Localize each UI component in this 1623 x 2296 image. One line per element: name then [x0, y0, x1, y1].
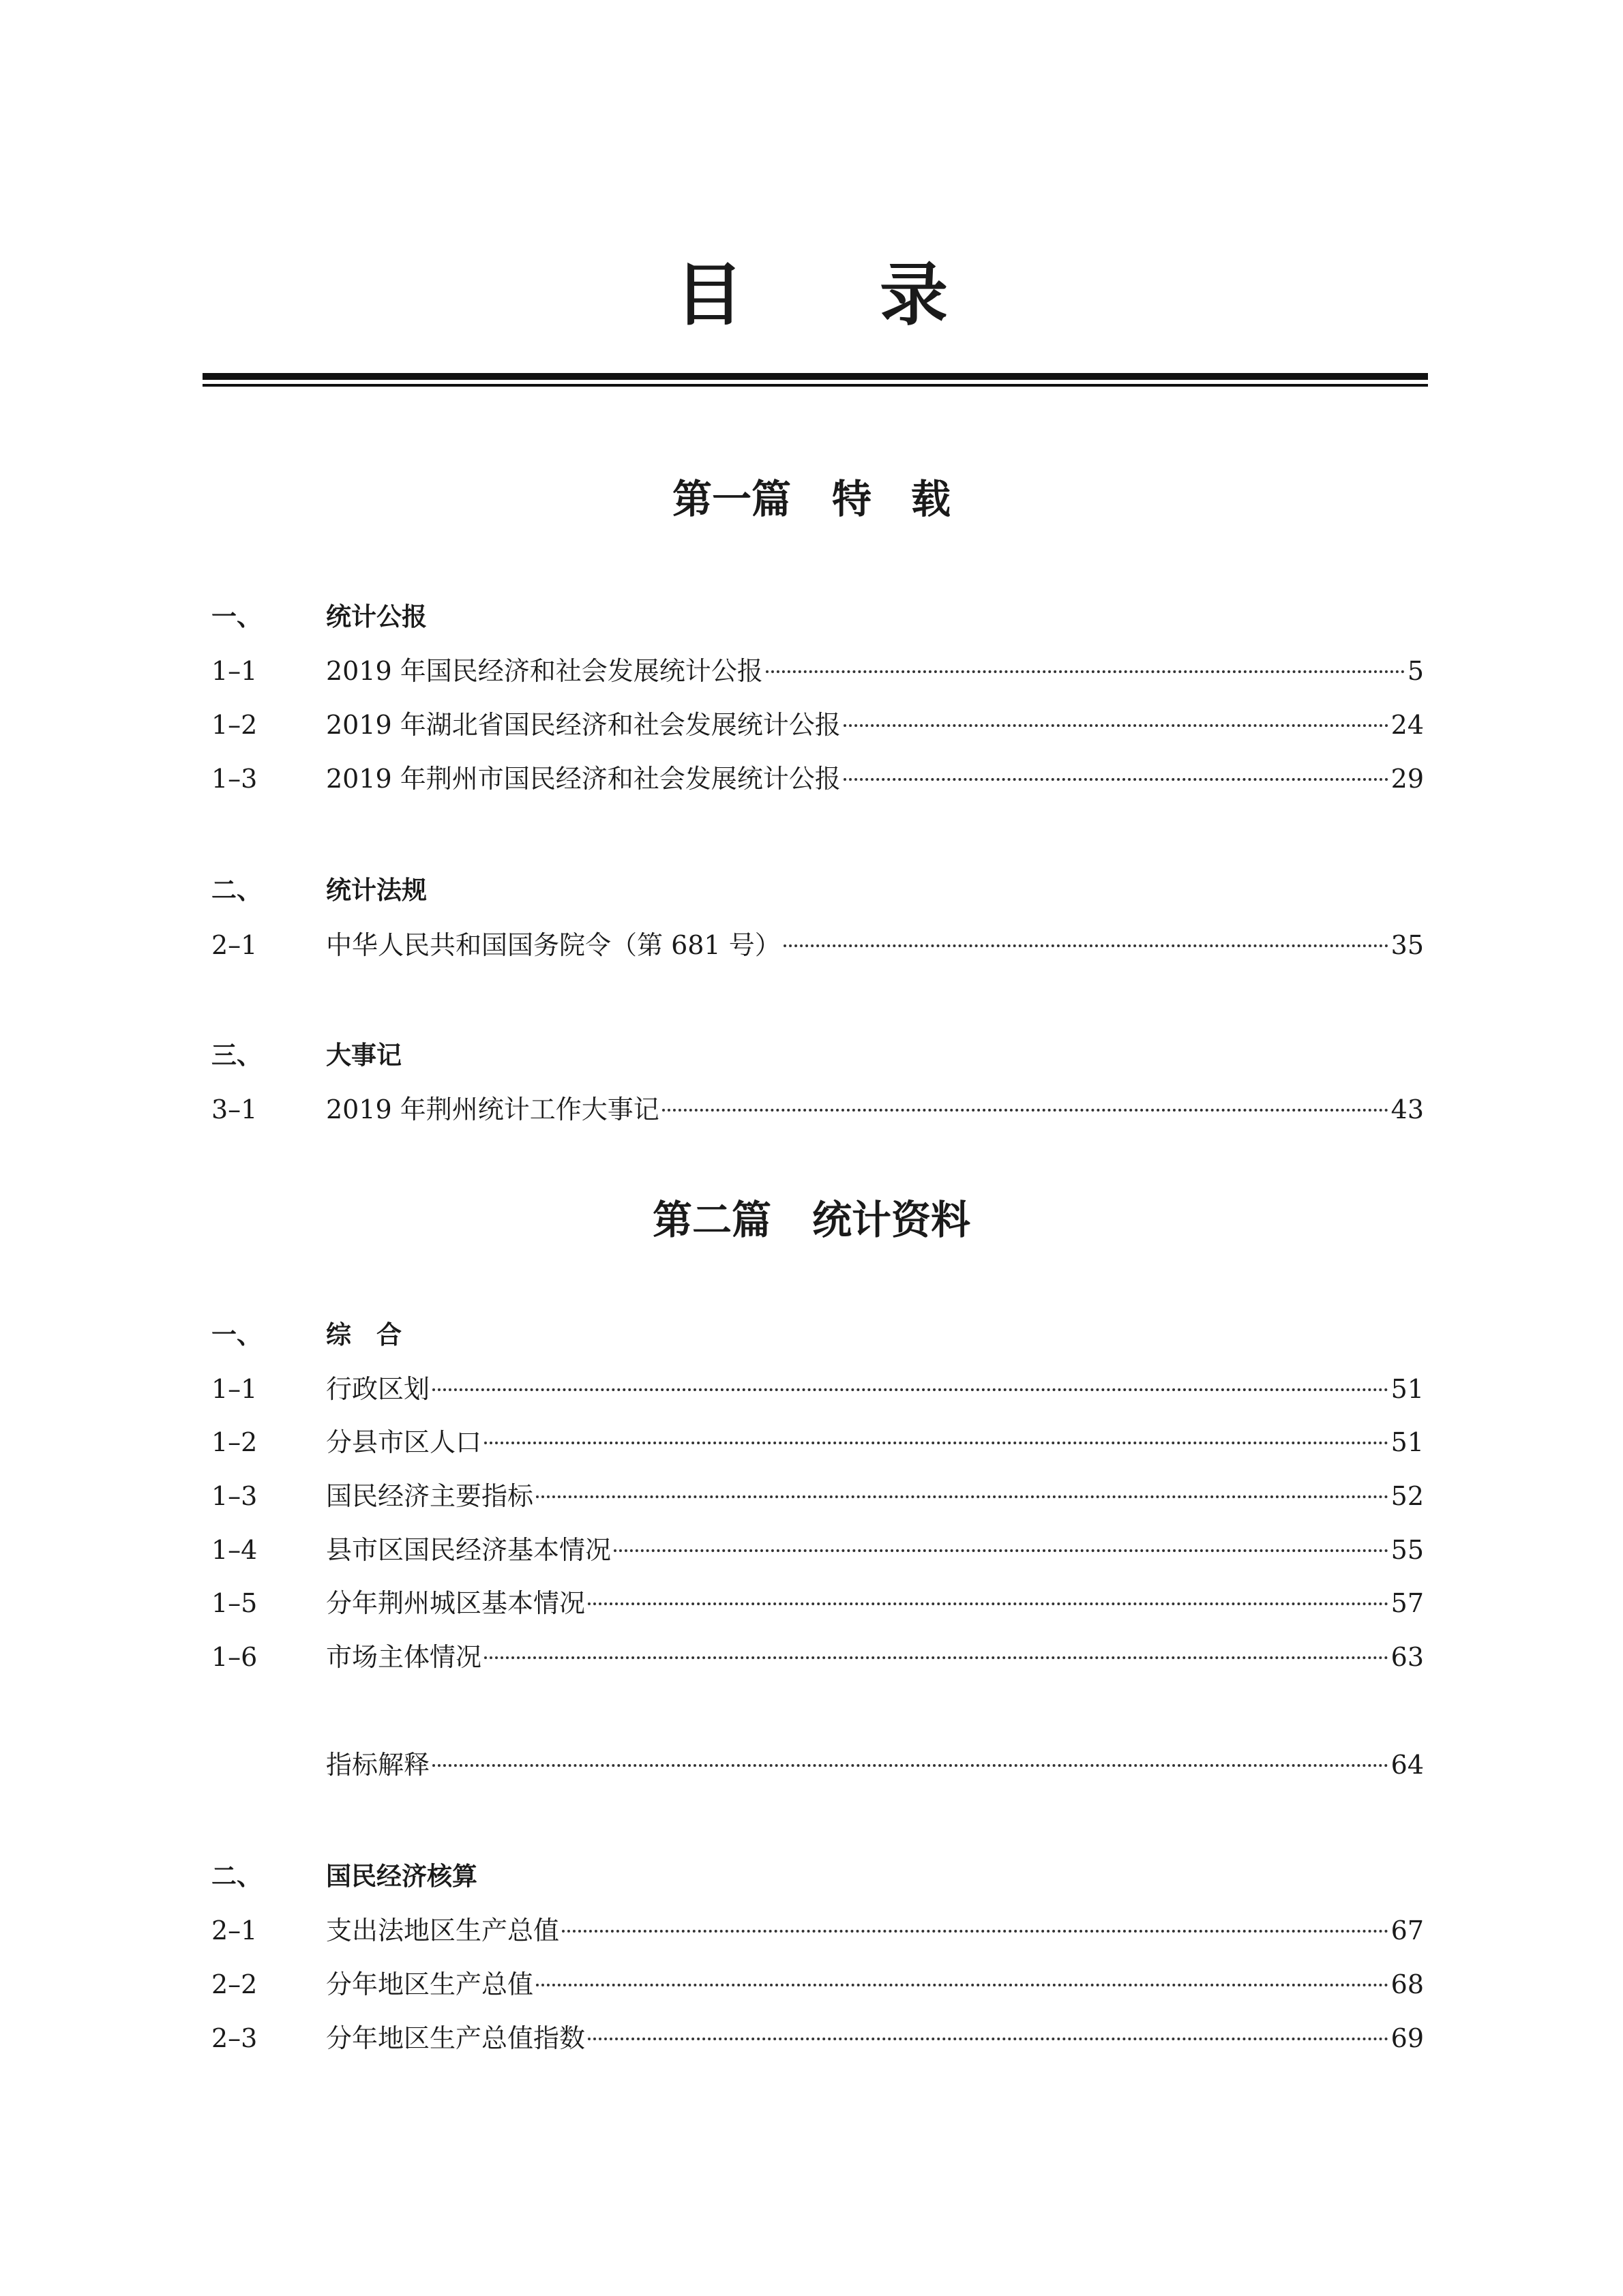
toc-entry-line — [326, 1476, 1424, 1517]
toc-entry-title: 分年地区生产总值指数 — [326, 2023, 586, 2053]
dot-leader — [432, 1388, 1388, 1391]
dot-leader — [588, 1602, 1388, 1605]
toc-entry-title: 国民经济主要指标 — [326, 1481, 534, 1511]
section-heading — [0, 1315, 1623, 1356]
section-heading — [0, 1035, 1623, 1076]
toc-entry-title: 县市区国民经济基本情况 — [326, 1535, 612, 1565]
toc-entry-page-number: 51 — [1390, 1374, 1424, 1404]
toc-entry-line — [326, 2018, 1424, 2059]
dot-leader — [614, 1549, 1388, 1552]
toc-entry-line — [326, 1744, 1424, 1785]
dot-leader — [844, 778, 1388, 781]
toc-entry-page-number: 51 — [1390, 1427, 1424, 1457]
toc-entry-page-number: 52 — [1390, 1481, 1424, 1511]
page-title-char-1: 目 — [675, 255, 743, 335]
toc-entry-line — [326, 1089, 1424, 1130]
toc-entry-page-number: 24 — [1390, 710, 1424, 740]
page-title — [0, 251, 1623, 340]
toc-entry-number: 1–2 — [211, 1427, 258, 1457]
section-title: 国民经济核算 — [326, 1862, 477, 1891]
toc-entry-number: 1–3 — [211, 764, 258, 794]
section-number: 一、 — [211, 1320, 262, 1350]
part-number: 第一篇 — [672, 476, 791, 522]
toc-entry-number: 1–5 — [211, 1588, 258, 1618]
toc-entry[interactable] — [0, 1476, 1623, 1517]
toc-entry-number: 1–2 — [211, 710, 258, 740]
toc-entry-number: 2–2 — [211, 1969, 258, 1999]
part-title: 特 载 — [832, 476, 951, 522]
toc-entry-title: 2019 年国民经济和社会发展统计公报 — [326, 656, 763, 686]
toc-entry-number: 1–3 — [211, 1481, 258, 1511]
dot-leader — [662, 1109, 1388, 1112]
toc-entry-line — [326, 1583, 1424, 1624]
toc-entry[interactable] — [0, 758, 1623, 799]
part-number: 第二篇 — [652, 1197, 771, 1243]
toc-entry-page-number: 69 — [1390, 2023, 1424, 2053]
toc-entry[interactable] — [0, 1422, 1623, 1463]
toc-entry-page-number: 55 — [1390, 1535, 1424, 1565]
dot-leader — [766, 670, 1405, 673]
toc-entry[interactable] — [0, 2018, 1623, 2059]
toc-entry-number: 1–1 — [211, 656, 258, 686]
section-number: 二、 — [211, 1862, 262, 1891]
section-number: 一、 — [211, 602, 262, 631]
part-heading — [0, 1193, 1623, 1247]
toc-entry-number: 3–1 — [211, 1094, 258, 1124]
toc-entry-title: 分年地区生产总值 — [326, 1969, 534, 1999]
toc-entry-line — [326, 651, 1424, 691]
toc-entry-line — [326, 925, 1424, 966]
toc-entry-line — [326, 704, 1424, 745]
dot-leader — [784, 944, 1388, 947]
toc-entry-page-number: 43 — [1390, 1094, 1424, 1124]
toc-entry-line — [326, 1422, 1424, 1463]
toc-entry[interactable] — [0, 651, 1623, 691]
toc-entry-title: 2019 年荆州市国民经济和社会发展统计公报 — [326, 764, 841, 794]
toc-entry-line — [326, 1530, 1424, 1570]
section-title: 大事记 — [326, 1041, 402, 1070]
toc-entry-line — [326, 1637, 1424, 1678]
toc-entry-page-number: 35 — [1390, 930, 1424, 960]
section-title: 综 合 — [326, 1320, 402, 1350]
toc-entry-number: 2–3 — [211, 2023, 258, 2053]
toc-entry[interactable] — [0, 1744, 1623, 1785]
toc-entry-number: 2–1 — [211, 1915, 258, 1945]
toc-entry-page-number: 63 — [1390, 1642, 1424, 1672]
toc-entry-title: 中华人民共和国国务院令（第 681 号） — [326, 930, 781, 960]
dot-leader — [536, 1984, 1388, 1986]
toc-entry-title: 指标解释 — [326, 1750, 430, 1780]
part-title: 统计资料 — [812, 1197, 971, 1243]
toc-entry-line — [326, 1964, 1424, 2005]
toc-entry[interactable] — [0, 1637, 1623, 1678]
toc-entry-title: 2019 年荆州统计工作大事记 — [326, 1094, 659, 1124]
page-title-char-2: 录 — [880, 255, 948, 335]
toc-entry-title: 支出法地区生产总值 — [326, 1915, 560, 1945]
toc-entry-page-number: 29 — [1390, 764, 1424, 794]
toc-entry[interactable] — [0, 1530, 1623, 1570]
dot-leader — [562, 1930, 1388, 1933]
toc-entry-page-number: 5 — [1407, 656, 1424, 686]
toc-entry[interactable] — [0, 1369, 1623, 1410]
toc-entry-page-number: 64 — [1390, 1750, 1424, 1780]
toc-entry[interactable] — [0, 1583, 1623, 1624]
section-heading — [0, 870, 1623, 911]
part-heading — [0, 472, 1623, 526]
toc-entry-line — [326, 1369, 1424, 1410]
toc-entry-title: 2019 年湖北省国民经济和社会发展统计公报 — [326, 710, 841, 740]
dot-leader — [432, 1764, 1388, 1767]
dot-leader — [484, 1442, 1388, 1444]
toc-entry-number: 1–1 — [211, 1374, 258, 1404]
section-title: 统计法规 — [326, 876, 427, 905]
toc-entry[interactable] — [0, 1964, 1623, 2005]
dot-leader — [536, 1495, 1388, 1498]
toc-entry-page-number: 68 — [1390, 1969, 1424, 1999]
toc-entry[interactable] — [0, 1910, 1623, 1951]
title-rule-thin — [203, 384, 1428, 387]
toc-entry-title: 分县市区人口 — [326, 1427, 482, 1457]
toc-entry-number: 1–4 — [211, 1535, 258, 1565]
section-number: 二、 — [211, 876, 262, 905]
section-heading — [0, 597, 1623, 638]
dot-leader — [844, 724, 1388, 727]
toc-entry-page-number: 57 — [1390, 1588, 1424, 1618]
dot-leader — [588, 2038, 1388, 2040]
toc-entry-title: 行政区划 — [326, 1374, 430, 1404]
toc-entry[interactable] — [0, 925, 1623, 966]
toc-entry-title: 市场主体情况 — [326, 1642, 482, 1672]
title-rule-thick — [203, 373, 1428, 380]
toc-entry-number: 2–1 — [211, 930, 258, 960]
toc-entry-line — [326, 758, 1424, 799]
toc-entry-number: 1–6 — [211, 1642, 258, 1672]
section-heading — [0, 1856, 1623, 1897]
section-title: 统计公报 — [326, 602, 427, 631]
section-number: 三、 — [211, 1041, 262, 1070]
toc-entry[interactable] — [0, 1089, 1623, 1130]
toc-entry-line — [326, 1910, 1424, 1951]
dot-leader — [484, 1656, 1388, 1659]
toc-entry[interactable] — [0, 704, 1623, 745]
toc-entry-page-number: 67 — [1390, 1915, 1424, 1945]
toc-entry-title: 分年荆州城区基本情况 — [326, 1588, 586, 1618]
